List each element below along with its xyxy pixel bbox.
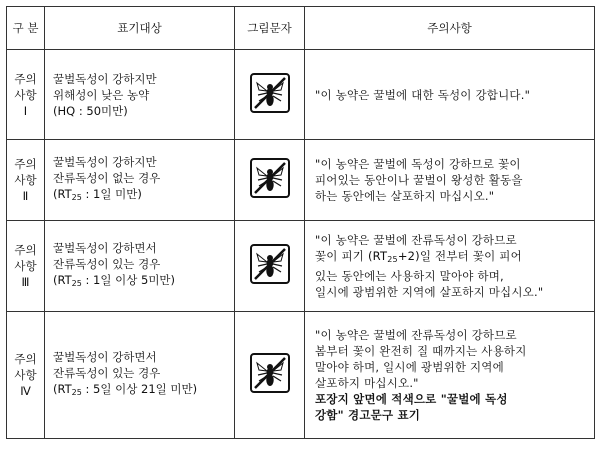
category-cell [7,50,45,140]
no-bee-icon [250,73,290,113]
no-bee-icon [250,353,290,393]
header-target: 표기대상 [45,7,235,50]
category-line: 사항 [14,173,37,187]
notice-bold-line: 포장지 앞면에 적색으로 "꿀벌에 독성 [315,392,508,406]
notice-line: 피어있는 동안이나 꿀벌이 왕성한 활동을 [315,173,523,187]
notice-line: "이 농약은 꿀벌에 대한 독성이 강합니다." [315,87,531,102]
pictogram-cell [235,50,305,140]
notice-bold-line: 강함" 경고문구 표기 [315,408,421,422]
target-line: 꿀벌독성이 강하면서 [53,350,157,364]
category-line: 사항 [14,368,37,382]
notice-cell [305,221,595,312]
pictogram-cell [235,221,305,312]
target-cell [45,221,235,312]
notice-cell [305,140,595,221]
no-bee-icon [250,158,290,198]
no-bee-icon [250,244,290,284]
category-line: 주의 [14,71,37,86]
notice-line: 꽃이 피기 $(RT_{25}+2)$일 전부터 꽃이 피어 [315,249,522,264]
category-line: Ⅲ [21,275,30,289]
notice-cell [305,312,595,439]
category-line: 주의 [14,157,37,171]
category-line: Ⅳ [20,384,31,398]
table-row [7,140,595,221]
notice-line: 있는 동안에는 사용하지 말아야 하며, [315,269,504,283]
target-line: 잔류독성이 있는 경우 [53,257,161,271]
category-line: Ⅰ [23,103,28,118]
table-row [7,221,595,312]
notice-line: 살포하지 마십시오." [315,376,419,390]
header-category: 구 분 [7,7,45,50]
category-line: 사항 [14,87,37,102]
target-line: ($RT_{25}$ : 1일 미만) [53,187,142,202]
pictogram-cell [235,140,305,221]
header-row [7,7,595,50]
category-line: 주의 [14,243,37,257]
notice-cell [305,50,595,140]
category-line: Ⅱ [22,189,29,203]
category-cell [7,312,45,439]
notice-line: 봄부터 꽃이 완전히 질 때까지는 사용하지 [315,344,527,358]
target-line: 꿀벌독성이 강하지만 [53,71,157,86]
target-cell [45,312,235,439]
pictogram-cell [235,312,305,439]
target-cell [45,140,235,221]
category-line: 주의 [14,352,37,366]
target-line: 잔류독성이 없는 경우 [53,171,161,185]
header-pictogram: 그림문자 [235,7,305,50]
table-row [7,312,595,439]
notice-line: "이 농약은 꿀벌에 잔류독성이 강하므로 [315,233,517,247]
notice-line: 하는 동안에는 살포하지 마십시오." [315,189,495,203]
table-row [7,50,595,140]
target-line: ($RT_{25}$ : 5일 이상 21일 미만) [53,382,198,397]
notice-line: 일시에 광범위한 지역에 살포하지 마십시오." [315,285,544,299]
target-line: (HQ : 50미만) [53,103,128,118]
category-line: 사항 [14,259,37,273]
notice-line: "이 농약은 꿀벌에 독성이 강하므로 꽃이 [315,157,521,171]
header-notice: 주의사항 [305,7,595,50]
notice-line: 말아야 하며, 일시에 광범위한 지역에 [315,360,504,374]
target-line: 꿀벌독성이 강하지만 [53,155,157,169]
target-line: 잔류독성이 있는 경우 [53,366,161,380]
target-line: 꿀벌독성이 강하면서 [53,241,157,255]
category-cell [7,140,45,221]
notice-line: "이 농약은 꿀벌에 잔류독성이 강하므로 [315,328,517,342]
category-cell [7,221,45,312]
bee-warning-table [6,6,595,439]
target-cell [45,50,235,140]
target-line: ($RT_{25}$ : 1일 이상 5미만) [53,273,176,288]
target-line: 위해성이 낮은 농약 [53,87,150,102]
